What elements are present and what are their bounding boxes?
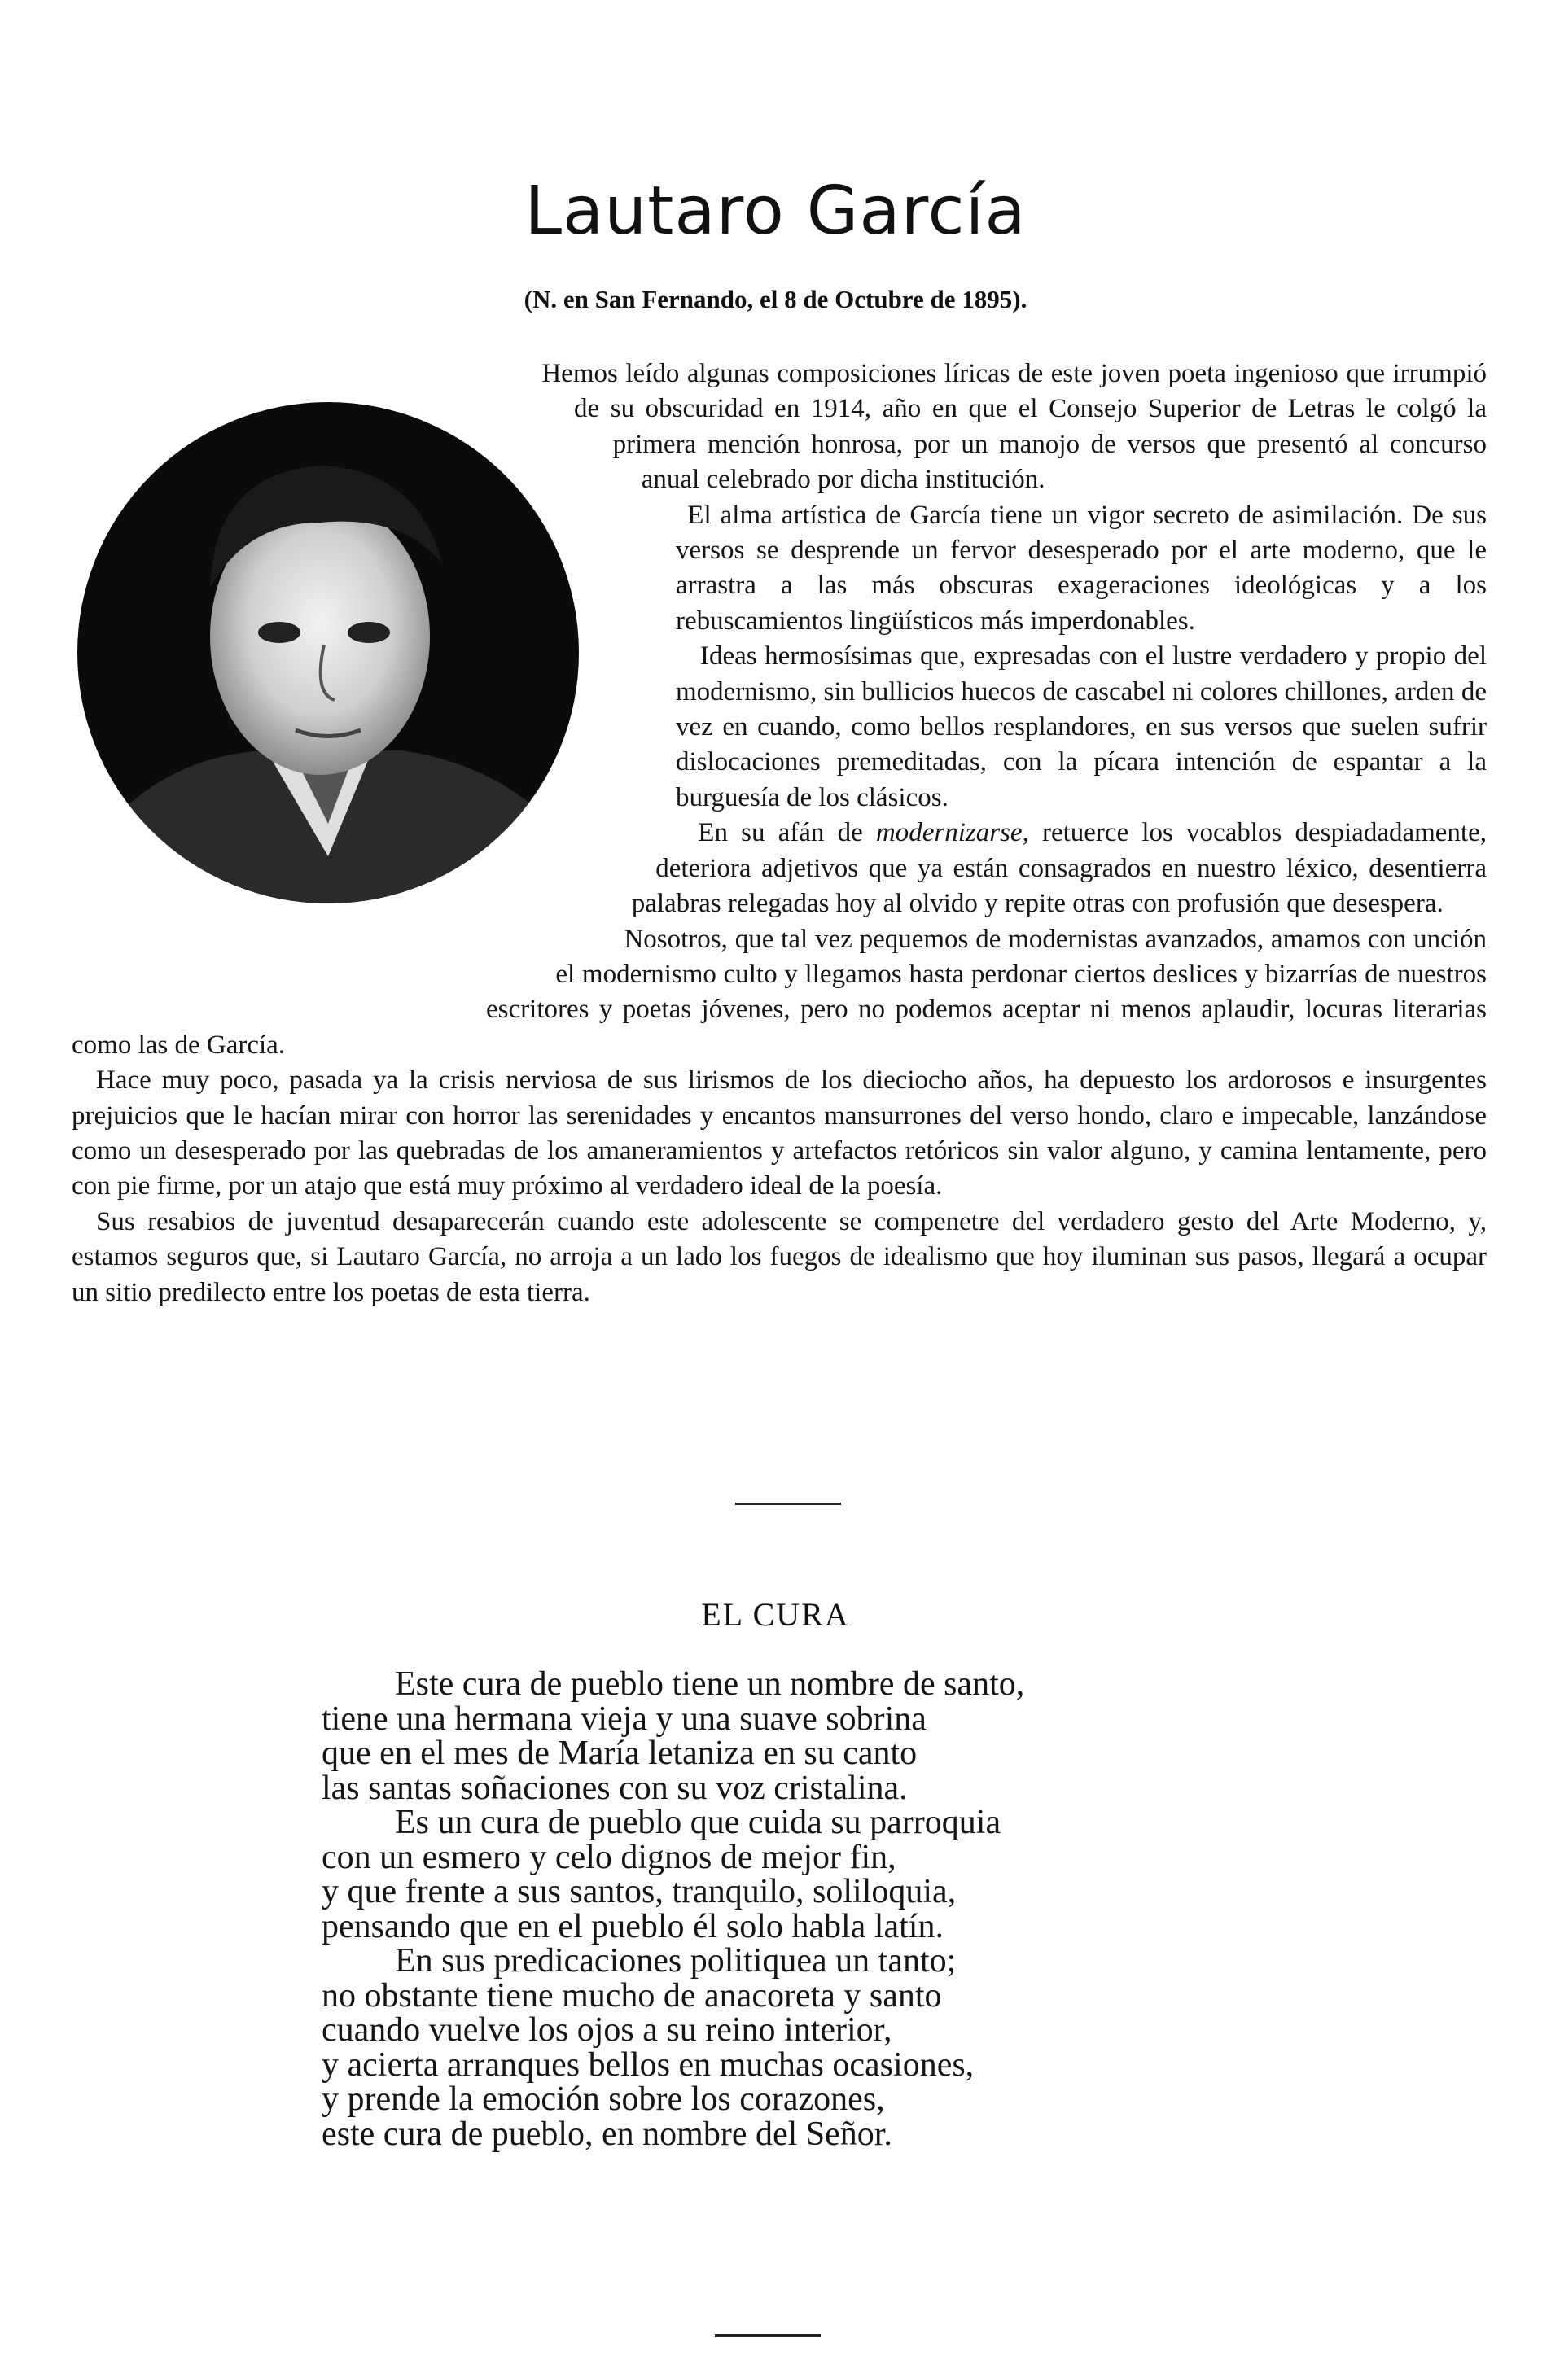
- article-paragraph: El alma artística de García tiene un vigor secreto de asimilación. De sus versos se desprende un fervor desesperado por el arte moderno, que le arrastra a las más obscuras exageraciones ideológicas y a los rebuscamientos lingüísticos más imperdonables.: [676, 500, 1487, 636]
- poem-line: con un esmero y celo dignos de mejor fin,: [322, 1838, 896, 1876]
- article-paragraph: Hemos leído algunas composiciones líricas de este joven poeta ingenioso que irrumpió de su obscuridad en 1914, año en que el Consejo Superior de Letras le colgó la primera mención honrosa, por un manojo de versos que presentó al concurso anual celebrado por dicha institución.: [541, 359, 1487, 495]
- text-run: En su afán de: [698, 818, 876, 848]
- section-divider: [735, 1503, 841, 1505]
- page-title: Lautaro García: [524, 173, 1027, 250]
- article-paragraph: Sus resabios de juventud desaparecerán cuando este adolescente se compenetre del verdadero gesto del Arte Moderno, y, estamos seguros que, si Lautaro García, no arroja a un lado los fuegos de idealismo que hoy iluminan sus pasos, llegará a ocupar un sitio predilecto entre los poetas de esta tierra.: [72, 1206, 1487, 1307]
- poem-line: este cura de pueblo, en nombre del Señor.: [322, 2115, 892, 2153]
- poem-line: no obstante tiene mucho de anacoreta y santo: [322, 1976, 942, 2015]
- poem-line: Este cura de pueblo tiene un nombre de santo,: [395, 1665, 1025, 1703]
- poem-body: [322, 1667, 1250, 2151]
- article-paragraph: Hace muy poco, pasada ya la crisis nerviosa de sus lirismos de los dieciocho años, ha depuesto los ardorosos e insurgentes prejuicios que le hacían mirar con horror las serenidades y encantos mansurrones del verso hondo, claro e impecable, lanzándose como un desesperado por las quebradas de los amaneramientos y artefactos retóricos sin valor alguno, y camina lentamente, pero con pie firme, por un atajo que está muy próximo al verdadero ideal de la poesía.: [72, 1065, 1487, 1201]
- poem-line: tiene una hermana vieja y una suave sobrina: [322, 1700, 927, 1738]
- article-paragraph: Nosotros, que tal vez pequemos de modernistas avanzados, amamos con unción el modernismo culto y llegamos hasta perdonar ciertos deslices y bizarrías de nuestros escritores y poetas jóvenes, pero no podemos aceptar ni menos aplaudir, locuras literarias como las de García.: [72, 924, 1487, 1060]
- article-body: [72, 357, 1487, 1310]
- birth-subtitle: (N. en San Fernando, el 8 de Octubre de 1895).: [524, 285, 1027, 313]
- text-run: , retuerce los vocablos despiadadamente, deteriora adjetivos que ya están consagrados en nuestro léxico, desentierra palabras relegadas hoy al olvido y repite otras con profusión que desespera.: [631, 818, 1487, 919]
- section-divider: [715, 2334, 821, 2337]
- poem-line: que en el mes de María letaniza en su canto: [322, 1735, 918, 1772]
- poem-line: pensando que en el pueblo él solo habla latín.: [322, 1907, 944, 1945]
- poem-title: EL CURA: [701, 1596, 850, 1633]
- portrait-wrap-space: [72, 357, 676, 1057]
- poem-line: y que frente a sus santos, tranquilo, soliloquia,: [322, 1873, 957, 1910]
- emphasized-word: modernizarse: [875, 818, 1023, 848]
- poem-line: Es un cura de pueblo que cuida su parroquia: [395, 1804, 1001, 1841]
- poem-line: En sus predicaciones politiquea un tanto;: [395, 1942, 957, 1980]
- article-paragraph: Ideas hermosísimas que, expresadas con el lustre verdadero y propio del modernismo, sin bullicios huecos de cascabel ni colores chillones, arden de vez en cuando, como bellos resplandores, en sus versos que suelen sufrir dislocaciones premeditadas, con la pícara intención de espantar a la burguesía de los clásicos.: [676, 641, 1487, 812]
- poem-line: cuando vuelve los ojos a su reino interior,: [322, 2011, 892, 2049]
- poem-line: y acierta arranques bellos en muchas ocasiones,: [322, 2045, 975, 2084]
- poem-line: y prende la emoción sobre los corazones,: [322, 2080, 885, 2118]
- poem-line: las santas soñaciones con su voz cristalina.: [322, 1769, 908, 1807]
